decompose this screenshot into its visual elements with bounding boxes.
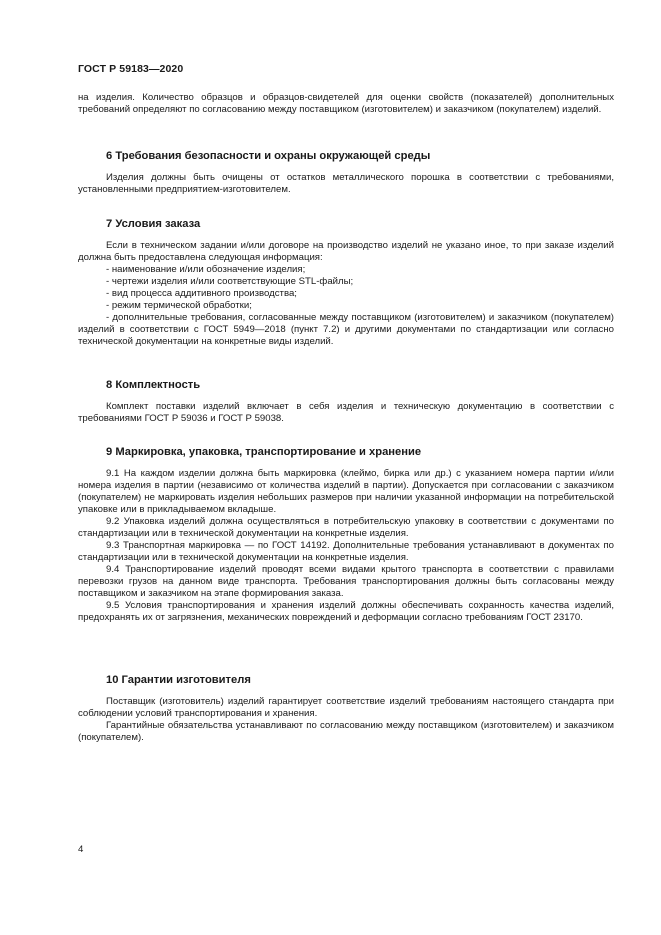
section-10-title: 10 Гарантии изготовителя bbox=[106, 674, 251, 686]
section-6-paragraph: Изделия должны быть очищены от остатков металлического порошка в соответствии с требованиями, установленными предприятием-изготовителем. bbox=[78, 172, 614, 195]
section-8 bbox=[78, 379, 614, 425]
intro-paragraph: на изделия. Количество образцов и образцов-свидетелей для оценки свойств (показателей) дополнительных требований определяют по согласованию между поставщиком (изготовителем) и заказчиком (покупателем) изделий. bbox=[78, 92, 614, 115]
section-7-title: 7 Условия заказа bbox=[106, 218, 201, 230]
section-7 bbox=[78, 218, 614, 348]
document-header: ГОСТ Р 59183—2020 bbox=[78, 63, 184, 75]
section-8-title: 8 Комплектность bbox=[106, 379, 201, 391]
page-number: 4 bbox=[78, 844, 84, 855]
section-8-paragraph: Комплект поставки изделий включает в себя изделия и техническую документацию в соответствии с требованиями ГОСТ Р 59036 и ГОСТ Р 59038. bbox=[78, 401, 614, 424]
section-6 bbox=[78, 150, 614, 196]
section-10 bbox=[78, 674, 614, 744]
clause-9-3: 9.3 Транспортная маркировка — по ГОСТ 14192. Дополнительные требования устанавливают в документах по стандартизации или в технической документации на конкретные изделия. bbox=[78, 540, 614, 563]
list-item: - наименование и/или обозначение изделия; bbox=[106, 264, 306, 275]
section-9-title: 9 Маркировка, упаковка, транспортирование и хранение bbox=[106, 446, 422, 458]
section-10-paragraph-2: Гарантийные обязательства устанавливают по согласованию между поставщиком (изготовителем) и заказчиком (покупателем). bbox=[78, 720, 614, 743]
clause-9-2: 9.2 Упаковка изделий должна осуществляться в потребительскую упаковку в соответствии с документами по стандартизации или в технической документации на конкретные изделия. bbox=[78, 516, 614, 539]
list-item: - вид процесса аддитивного производства; bbox=[106, 288, 297, 299]
clause-9-1: 9.1 На каждом изделии должна быть маркировка (клеймо, бирка или др.) с указанием номера партии и/или номера изделия в партии (независимо от количества изделий в партии). Допускается при согласовании с заказчиком (покупателем) не маркировать изделия небольших размеров при наличии указанной информации на потребительской упаковке или в прикладываемом вкладыше. bbox=[78, 468, 614, 515]
section-9 bbox=[78, 446, 614, 624]
list-item: - дополнительные требования, согласованные между поставщиком (изготовителем) и заказчиком (покупателем) изделий в соответствии с ГОСТ 5949—2018 (пункт 7.2) и другими документами по стандартизации или согласно технической документации на конкретные виды изделий. bbox=[78, 312, 614, 347]
intro-block bbox=[78, 92, 614, 116]
section-6-title: 6 Требования безопасности и охраны окружающей среды bbox=[106, 150, 431, 162]
clause-9-5: 9.5 Условия транспортирования и хранения изделий должны обеспечивать сохранность качества изделий, предохранять их от загрязнения, механических повреждений и деформации согласно требованиям ГОСТ 23170. bbox=[78, 600, 614, 623]
list-item: - чертежи изделия и/или соответствующие STL-файлы; bbox=[106, 276, 354, 287]
clause-9-4: 9.4 Транспортирование изделий проводят всеми видами крытого транспорта в соответствии с правилами перевозки грузов на данном виде транспорта. Требования транспортирования должны быть согласованы между поставщиком и заказчиком на этапе формирования заказа. bbox=[78, 564, 614, 599]
list-item: - режим термической обработки; bbox=[106, 300, 252, 311]
section-7-paragraph: Если в техническом задании и/или договоре на производство изделий не указано иное, то при заказе изделий должна быть предоставлена следующая информация: bbox=[78, 240, 614, 263]
section-10-paragraph-1: Поставщик (изготовитель) изделий гарантирует соответствие изделий требованиям настоящего стандарта при соблюдении условий транспортирования и хранения. bbox=[78, 696, 614, 719]
